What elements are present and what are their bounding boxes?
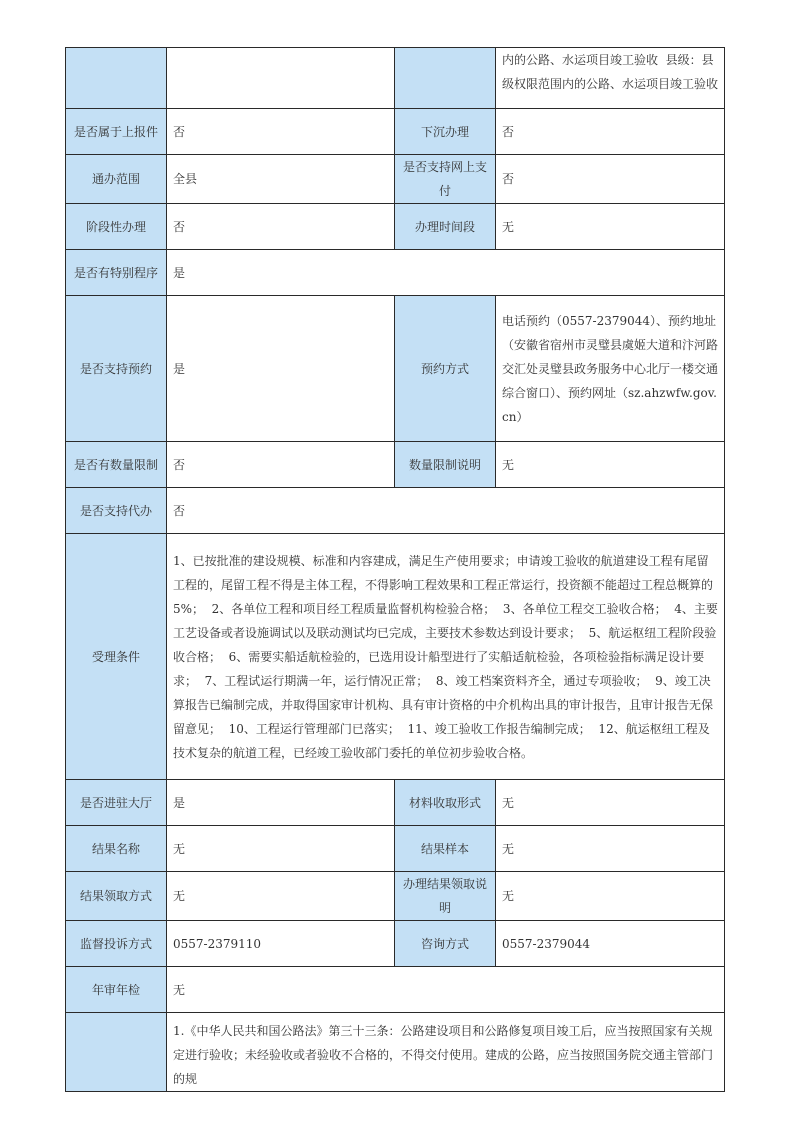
service-info-table xyxy=(65,47,725,1092)
table-row xyxy=(66,155,725,204)
legal-basis-value: 1.《中华人民共和国公路法》第三十三条：公路建设项目和公路修复项目竣工后，应当按照国家有关规定进行验收；未经验收或者验收不合格的，不得交付使用。建成的公路，应当按照国务院交通主管部门的规 xyxy=(167,1013,725,1092)
table-row xyxy=(66,921,725,967)
result-pickup-note-value: 无 xyxy=(496,872,725,921)
online-payment-label: 是否支持网上支付 xyxy=(395,155,496,204)
acceptance-conditions-value: 1、已按批准的建设规模、标准和内容建成，满足生产使用要求；申请竣工验收的航道建设工程有尾留工程的，尾留工程不得是主体工程，不得影响工程效果和工程正常运行，投资额不能超过工程总概算的5%； 2、各单位工程和项目经工程质量监督机构检验合格； 3、各单位工程交工验收合格； 4、主要工艺设备或者设施调试以及联动测试均已完成，主要技术参数达到设计要求； 5、航运枢纽工程阶段验收合格； 6、需要实船适航检验的，已选用设计船型进行了实船适航检验，各项检验指标满足设计要求； 7、工程试运行期满一年，运行情况正常； 8、竣工档案资料齐全，通过专项验收； 9、竣工决算报告已编制完成，并取得国家审计机构、具有审计资格的中介机构出具的审计报告，且审计报告无保留意见； 10、工程运行管理部门已落实； 11、竣工验收工作报告编制完成； 12、航运枢纽工程及技术复杂的航道工程，已经竣工验收部门委托的单位初步验收合格。 xyxy=(167,534,725,780)
annual-review-value: 无 xyxy=(167,967,725,1013)
result-name-label: 结果名称 xyxy=(66,826,167,872)
online-payment-value: 否 xyxy=(496,155,725,204)
table-row xyxy=(66,780,725,826)
consultation-method-label: 咨询方式 xyxy=(395,921,496,967)
quantity-limit-value: 否 xyxy=(167,442,395,488)
acceptance-scope-value: 内的公路、水运项目竣工验收 县级：县级权限范围内的公路、水运项目竣工验收 xyxy=(496,48,725,109)
legal-basis-label xyxy=(66,1013,167,1092)
acceptance-conditions-label: 受理条件 xyxy=(66,534,167,780)
table-row xyxy=(66,442,725,488)
appointment-support-value: 是 xyxy=(167,296,395,442)
service-scope-value: 全县 xyxy=(167,155,395,204)
handling-period-label: 办理时间段 xyxy=(395,204,496,250)
table-row xyxy=(66,488,725,534)
table-row xyxy=(66,204,725,250)
agent-handling-value: 否 xyxy=(167,488,725,534)
result-pickup-value: 无 xyxy=(167,872,395,921)
row-label-continued-2 xyxy=(395,48,496,109)
agent-handling-label: 是否支持代办 xyxy=(66,488,167,534)
table-row xyxy=(66,534,725,780)
table-row xyxy=(66,967,725,1013)
result-name-value: 无 xyxy=(167,826,395,872)
service-scope-label: 通办范围 xyxy=(66,155,167,204)
table-row xyxy=(66,109,725,155)
staged-handling-label: 阶段性办理 xyxy=(66,204,167,250)
quantity-limit-note-value: 无 xyxy=(496,442,725,488)
hall-entry-label: 是否进驻大厅 xyxy=(66,780,167,826)
table-row xyxy=(66,296,725,442)
reporting-item-value: 否 xyxy=(167,109,395,155)
result-sample-value: 无 xyxy=(496,826,725,872)
material-collection-label: 材料收取形式 xyxy=(395,780,496,826)
result-pickup-note-label: 办理结果领取说明 xyxy=(395,872,496,921)
hall-entry-value: 是 xyxy=(167,780,395,826)
row-label-continued xyxy=(66,48,167,109)
complaint-method-label: 监督投诉方式 xyxy=(66,921,167,967)
table-row xyxy=(66,1013,725,1092)
quantity-limit-label: 是否有数量限制 xyxy=(66,442,167,488)
complaint-method-value: 0557-2379110 xyxy=(167,921,395,967)
table-row xyxy=(66,48,725,109)
quantity-limit-note-label: 数量限制说明 xyxy=(395,442,496,488)
special-procedure-label: 是否有特别程序 xyxy=(66,250,167,296)
table-row xyxy=(66,826,725,872)
appointment-method-value: 电话预约（0557-2379044）、预约地址（安徽省宿州市灵璧县虞姬大道和汴河路交汇处灵璧县政务服务中心北厅一楼交通综合窗口）、预约网址（sz.ahzwfw.gov.cn） xyxy=(496,296,725,442)
result-pickup-label: 结果领取方式 xyxy=(66,872,167,921)
table-row xyxy=(66,872,725,921)
handling-period-value: 无 xyxy=(496,204,725,250)
row-value-continued xyxy=(167,48,395,109)
special-procedure-value: 是 xyxy=(167,250,725,296)
result-sample-label: 结果样本 xyxy=(395,826,496,872)
annual-review-label: 年审年检 xyxy=(66,967,167,1013)
delegated-handling-value: 否 xyxy=(496,109,725,155)
table-row xyxy=(66,250,725,296)
appointment-support-label: 是否支持预约 xyxy=(66,296,167,442)
reporting-item-label: 是否属于上报件 xyxy=(66,109,167,155)
consultation-method-value: 0557-2379044 xyxy=(496,921,725,967)
appointment-method-label: 预约方式 xyxy=(395,296,496,442)
delegated-handling-label: 下沉办理 xyxy=(395,109,496,155)
staged-handling-value: 否 xyxy=(167,204,395,250)
material-collection-value: 无 xyxy=(496,780,725,826)
